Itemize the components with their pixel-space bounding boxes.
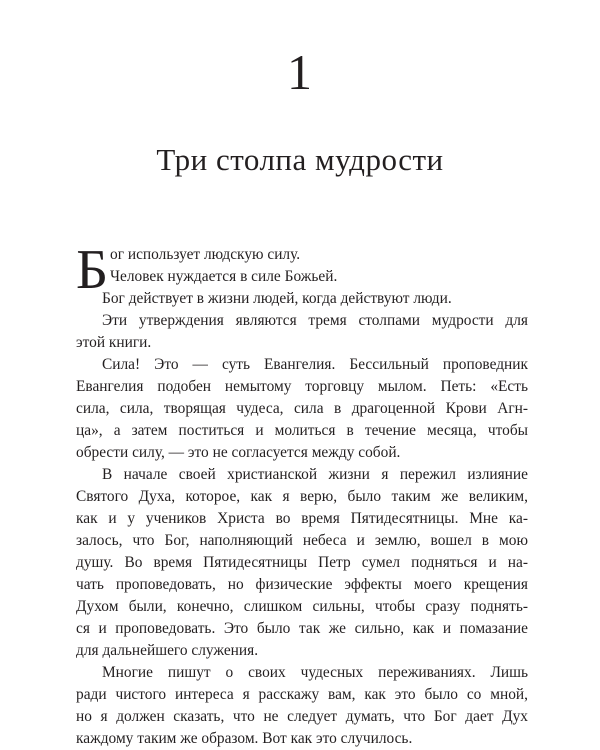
text-line: душу. Во время Пятидесятницы Петр сумел подняться и на- [76,554,528,571]
text-line: Эти утверждения являются тремя столпами мудрости для [102,312,528,329]
chapter-title: Три столпа мудрости [156,142,444,177]
paragraph-5 [76,662,528,750]
text-line: каждому таким же образом. Вот как это случилось. [76,730,413,747]
text-line: ог использует людскую силу. [110,246,301,263]
paragraph-3 [76,354,528,464]
text-line: ца», а затем поститься и молиться в течение месяца, чтобы [76,422,528,439]
text-line: залось, что Бог, наполняющий небеса и землю, вошел в мою [76,532,528,549]
text-line: Человек нуждается в силе Божьей. [110,268,338,285]
text-line: Евангелия подобен немытому торговцу мылом. Петь: «Есть [76,378,528,395]
text-line: Святого Духа, которое, как я верю, было таким же великим, [76,488,528,505]
text-line: ради чистого интереса я расскажу вам, как это было со мной, [76,686,528,703]
chapter-body [76,239,528,750]
text-line: сила, сила, творящая чудеса, сила в драгоценной Крови Агн- [76,400,528,417]
text-line: Многие пишут о своих чудесных переживаниях. Лишь [102,664,528,681]
text-line: как и у учеников Христа во время Пятидесятницы. Мне ка- [76,510,528,527]
text-line: чать проповедовать, но физические эффекты моего крещения [76,576,528,593]
paragraph-4 [76,464,528,662]
text-line: обрести силу, — это не согласуется между собой. [76,444,401,461]
text-line: Сила! Это — суть Евангелия. Бессильный проповедник [102,356,528,373]
text-line: для дальнейшего служения. [76,642,259,659]
text-line: этой книги. [76,334,152,351]
text-line: Духом были, конечно, слишком сильны, чтобы сразу поднять- [76,598,528,615]
chapter-number: 1 [287,44,313,100]
paragraph-1b [76,288,528,310]
text-line: В начале своей христианской жизни я пережил излияние [102,466,528,483]
text-line: но я должен сказать, что не следует думать, что Бог дает Дух [76,708,528,725]
drop-cap: Б [76,239,109,301]
paragraph-2 [76,310,528,354]
text-line: Бог действует в жизни людей, когда действуют люди. [102,290,452,307]
text-line: ся и проповедовать. Это было так же сильно, как и помазание [76,620,528,637]
